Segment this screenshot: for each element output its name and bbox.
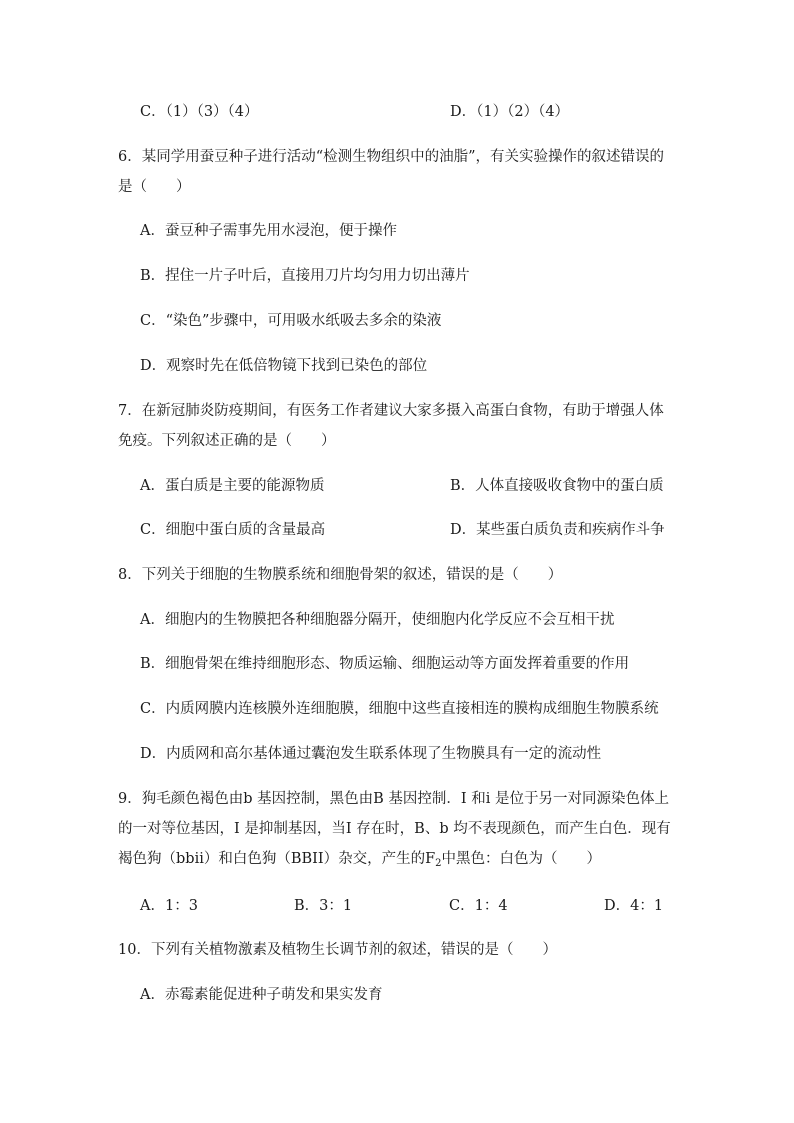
q10-option-a: A．赤霉素能促进种子萌发和果实发育 [140,987,383,1003]
q9-stem-line3-post: 中黑色：白色为（ ） [441,851,602,867]
q8-option-c: C．内质网膜内连核膜外连细胞膜，细胞中这些直接相连的膜构成细胞生物膜系统 [140,701,659,717]
q9-option-d: D．4：1 [604,898,664,914]
q10-stem-line1: 10．下列有关植物激素及植物生长调节剂的叙述，错误的是（ ） [118,942,557,958]
q7-option-a: A．蛋白质是主要的能源物质 [140,478,325,494]
q7-option-d: D．某些蛋白质负责和疾病作斗争 [450,522,665,538]
q6-option-d: D．观察时先在低倍物镜下找到已染色的部位 [140,358,428,374]
q8-stem-line1: 8．下列关于细胞的生物膜系统和细胞骨架的叙述，错误的是（ ） [118,567,563,583]
q6-stem-line1: 6．某同学用蚕豆种子进行活动“检测生物组织中的油脂”，有关实验操作的叙述错误的 [118,149,665,165]
q6-option-a: A．蚕豆种子需事先用水浸泡，便于操作 [140,223,397,239]
q8-option-d: D．内质网和高尔基体通过囊泡发生联系体现了生物膜具有一定的流动性 [140,746,602,762]
q7-option-c: C．细胞中蛋白质的含量最高 [140,522,326,538]
q7-stem-line2: 免疫。下列叙述正确的是（ ） [118,433,336,449]
q9-option-a: A．1：3 [140,898,198,914]
q6-option-b: B．捏住一片子叶后，直接用刀片均匀用力切出薄片 [140,268,470,284]
q5-option-c: C．（1）（3）（4） [140,104,259,120]
q6-option-c: C．“染色”步骤中，可用吸水纸吸去多余的染液 [140,313,442,329]
q9-stem-line3-pre: 褐色狗（bbii）和白色狗（BBII）杂交，产生的F [118,851,436,867]
q7-option-b: B．人体直接吸收食物中的蛋白质 [450,478,664,494]
q8-option-b: B．细胞骨架在维持细胞形态、物质运输、细胞运动等方面发挥着重要的作用 [140,656,630,672]
q9-option-b: B．3：1 [294,898,353,914]
q5-option-d: D．（1）（2）（4） [450,104,570,120]
q7-stem-line1: 7．在新冠肺炎防疫期间，有医务工作者建议大家多摄入高蛋白食物，有助于增强人体 [118,403,664,419]
q9-stem-line2: 的一对等位基因，I 是抑制基因，当I 存在时，B、b 均不表现颜色，而产生白色．现有 [118,821,671,837]
q9-subscript: 2 [435,858,442,869]
q9-stem-line1: 9．狗毛颜色褐色由b 基因控制，黑色由B 基因控制．I 和i 是位于另一对同源染色体上 [118,791,669,807]
q8-option-a: A．细胞内的生物膜把各种细胞器分隔开，使细胞内化学反应不会互相干扰 [140,612,615,628]
q9-stem-line3 [118,849,601,869]
q9-option-c: C．1：4 [449,898,508,914]
q6-stem-line2: 是（ ） [118,179,191,195]
